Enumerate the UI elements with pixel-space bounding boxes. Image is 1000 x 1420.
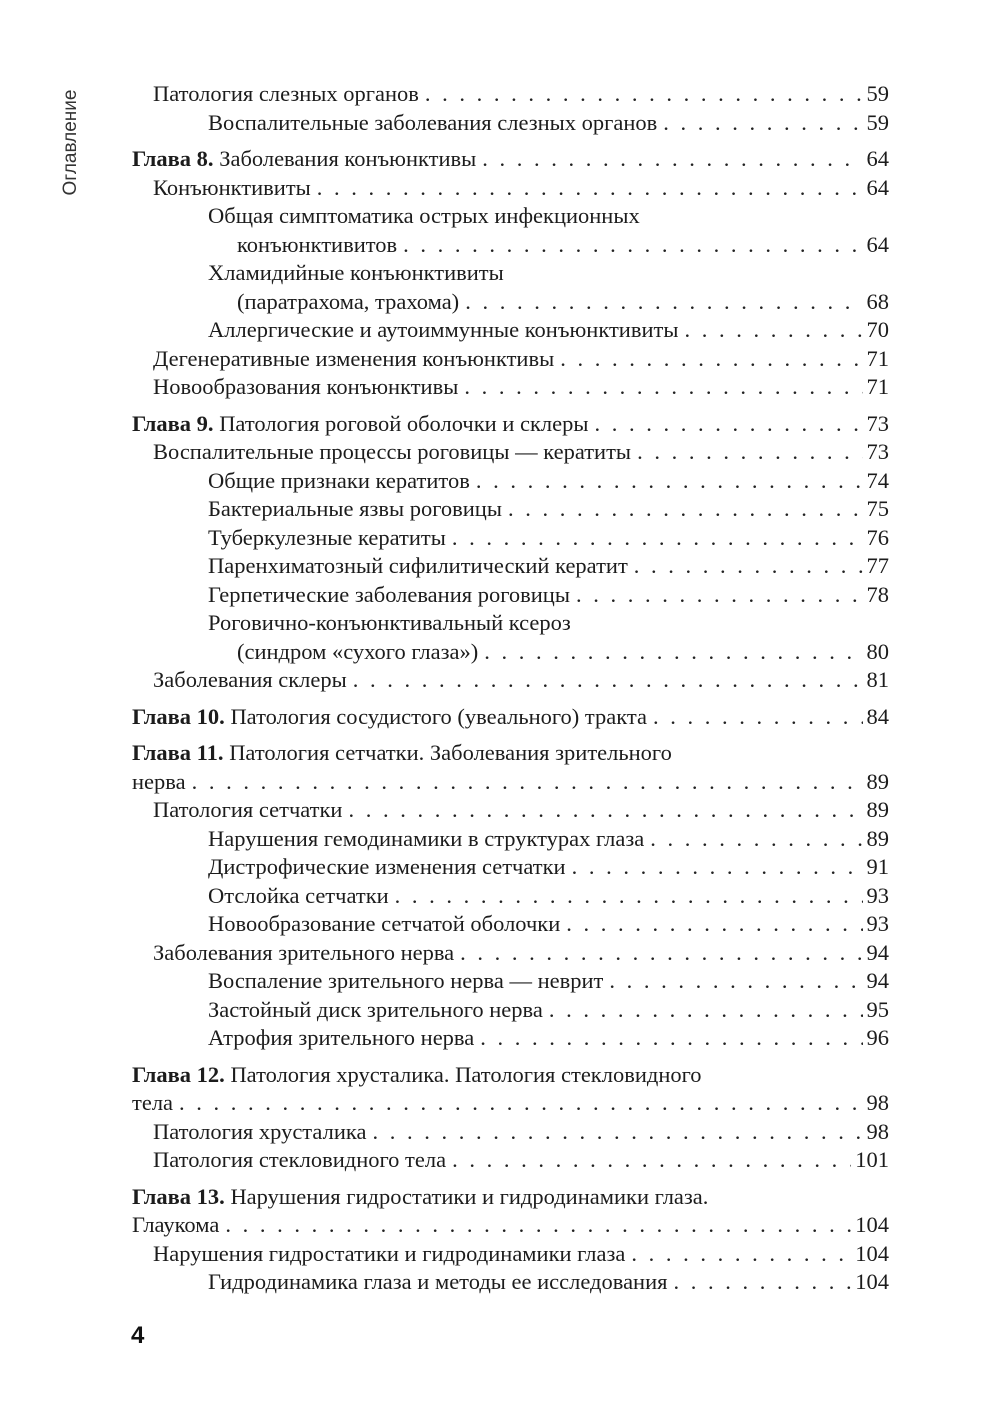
toc-entry-title: Аллергические и аутоиммунные конъюнктивиты bbox=[208, 317, 679, 342]
dot-leader bbox=[484, 638, 862, 667]
toc-entry-title: Воспалительные процессы роговицы — кератиты bbox=[153, 439, 632, 464]
toc-entry-page: 89 bbox=[866, 797, 889, 822]
toc-entry-continuation[interactable] bbox=[132, 638, 889, 667]
page-number: 4 bbox=[131, 1322, 145, 1349]
toc-entry-title: Дистрофические изменения сетчатки bbox=[208, 854, 566, 879]
toc-entry-title-continued: (синдром «сухого глаза») bbox=[237, 638, 479, 664]
toc-entry-title: Заболевания конъюнктивы bbox=[213, 146, 477, 171]
toc-entry-page: 104 bbox=[855, 1269, 889, 1294]
toc-entry-page: 84 bbox=[866, 703, 889, 729]
toc-entry-title: Заболевания зрительного нерва bbox=[153, 939, 455, 965]
toc-entry-continuation[interactable] bbox=[132, 231, 889, 260]
toc-entry[interactable] bbox=[132, 1024, 889, 1053]
toc-entry-page: 98 bbox=[866, 1090, 889, 1115]
toc-chapter-entry-first-line[interactable] bbox=[132, 739, 889, 768]
toc-entry-title-continued: Глаукома bbox=[132, 1212, 220, 1237]
toc-entry-title: Нарушения гидростатики и гидродинамики глаза. bbox=[224, 1183, 709, 1209]
dot-leader bbox=[684, 316, 862, 345]
dot-leader bbox=[549, 996, 863, 1025]
toc-entry-title: Новообразования конъюнктивы bbox=[153, 374, 459, 399]
toc-entry-page: 96 bbox=[866, 1025, 889, 1050]
toc-entry-page: 78 bbox=[866, 581, 889, 607]
toc-entry[interactable] bbox=[132, 174, 889, 203]
toc-entry-page: 71 bbox=[866, 345, 889, 371]
dot-leader bbox=[425, 80, 863, 109]
chapter-label: Глава 12. bbox=[132, 1061, 225, 1087]
toc-entry-page: 81 bbox=[866, 667, 889, 692]
toc-entry-title: Новообразование сетчатой оболочки bbox=[208, 911, 561, 936]
toc-entry-page: 94 bbox=[866, 939, 889, 965]
toc-entry-page: 70 bbox=[866, 317, 889, 342]
toc-entry-title: Патология хрусталика bbox=[153, 1118, 367, 1144]
toc-entry[interactable] bbox=[132, 345, 889, 374]
toc-entry-title: Герпетические заболевания роговицы bbox=[208, 581, 570, 607]
toc-entry-page: 77 bbox=[866, 553, 889, 578]
toc-entry-continuation[interactable] bbox=[132, 1089, 889, 1118]
dot-leader bbox=[566, 910, 862, 939]
toc-entry-page: 59 bbox=[866, 109, 889, 135]
toc-entry-title: Воспалительные заболевания слезных органов bbox=[208, 109, 658, 135]
dot-leader bbox=[464, 373, 862, 402]
toc-entry-title: Конъюнктивиты bbox=[153, 174, 311, 200]
dot-leader bbox=[609, 967, 862, 996]
dot-leader bbox=[192, 768, 863, 797]
chapter-label: Глава 13. bbox=[132, 1183, 225, 1209]
toc-entry-title: Общие признаки кератитов bbox=[208, 467, 470, 493]
toc-entry-title: Патология стекловидного тела bbox=[153, 1147, 447, 1172]
toc-entry-page: 75 bbox=[866, 496, 889, 521]
dot-leader bbox=[653, 703, 863, 732]
toc-entry-page: 73 bbox=[866, 439, 889, 464]
toc-entry[interactable] bbox=[132, 825, 889, 854]
toc-entry-title: Заболевания склеры bbox=[153, 667, 347, 692]
toc-entry-title: Бактериальные язвы роговицы bbox=[208, 496, 502, 521]
toc-entry[interactable] bbox=[132, 438, 889, 467]
toc-entry-page: 76 bbox=[866, 524, 889, 550]
dot-leader bbox=[637, 438, 862, 467]
toc-entry-page: 91 bbox=[866, 854, 889, 879]
dot-leader bbox=[663, 109, 862, 138]
dot-leader bbox=[348, 796, 862, 825]
toc-entry[interactable] bbox=[132, 373, 889, 402]
toc-entry[interactable] bbox=[132, 939, 889, 968]
toc-entry[interactable] bbox=[132, 882, 889, 911]
toc-entry-page: 98 bbox=[866, 1118, 889, 1144]
toc-entry-page: 64 bbox=[866, 174, 889, 200]
toc-entry-continuation[interactable] bbox=[132, 288, 889, 317]
dot-leader bbox=[650, 825, 862, 854]
dot-leader bbox=[480, 1024, 862, 1053]
toc-entry-page: 73 bbox=[866, 410, 889, 436]
dot-leader bbox=[403, 231, 862, 260]
toc-entry-title: Патология слезных органов bbox=[153, 81, 419, 106]
toc-entry-title-continued: тела bbox=[132, 1090, 174, 1115]
dot-leader bbox=[460, 939, 862, 968]
toc-entry-title: Общая симптоматика острых инфекционных bbox=[208, 203, 640, 228]
toc-entry[interactable] bbox=[132, 853, 889, 882]
dot-leader bbox=[631, 1240, 851, 1269]
chapter-label: Глава 8. bbox=[132, 146, 214, 171]
dot-leader bbox=[179, 1089, 862, 1118]
toc-entry[interactable] bbox=[132, 552, 889, 581]
toc-entry-page: 74 bbox=[866, 467, 889, 493]
toc-entry[interactable] bbox=[132, 316, 889, 345]
toc-entry-title: Паренхиматозный сифилитический кератит bbox=[208, 553, 628, 578]
toc-chapter-entry[interactable] bbox=[132, 703, 889, 732]
toc-entry-title: Дегенеративные изменения конъюнктивы bbox=[153, 345, 555, 371]
dot-leader bbox=[353, 666, 863, 695]
toc-entry-title: Туберкулезные кератиты bbox=[208, 524, 446, 550]
toc-entry-page: 80 bbox=[866, 638, 889, 664]
running-header-section-title: Оглавление bbox=[60, 89, 81, 196]
toc-entry-page: 89 bbox=[866, 768, 889, 794]
toc-entry-continuation[interactable] bbox=[132, 768, 889, 797]
dot-leader bbox=[395, 882, 863, 911]
toc-entry-page: 64 bbox=[866, 146, 889, 171]
toc-entry[interactable] bbox=[132, 581, 889, 610]
toc-entry-page: 94 bbox=[866, 968, 889, 993]
toc-entry[interactable] bbox=[132, 996, 889, 1025]
toc-entry-title: Патология сетчатки bbox=[153, 797, 343, 822]
dot-leader bbox=[225, 1211, 851, 1240]
toc-entry[interactable] bbox=[132, 910, 889, 939]
dot-leader bbox=[452, 1146, 851, 1175]
toc-entry-continuation[interactable] bbox=[132, 1211, 889, 1240]
toc-entry[interactable] bbox=[132, 1118, 889, 1147]
toc-entry[interactable] bbox=[132, 1146, 889, 1175]
dot-leader bbox=[634, 552, 863, 581]
toc-entry-page: 93 bbox=[866, 882, 889, 908]
toc-entry-title-continued: конъюнктивитов bbox=[237, 231, 398, 257]
toc-entry-title: Отслойка сетчатки bbox=[208, 882, 389, 908]
toc-chapter-entry-first-line[interactable] bbox=[132, 1061, 889, 1090]
toc-entry[interactable] bbox=[132, 524, 889, 553]
table-of-contents bbox=[132, 80, 889, 1297]
toc-entry-title: Застойный диск зрительного нерва bbox=[208, 996, 543, 1022]
toc-entry-title: Гидродинамика глаза и методы ее исследования bbox=[208, 1269, 668, 1294]
dot-leader bbox=[452, 524, 863, 553]
dot-leader bbox=[572, 853, 863, 882]
toc-entry[interactable] bbox=[132, 1240, 889, 1269]
dot-leader bbox=[594, 410, 862, 439]
toc-entry-title: Роговично-конъюнктивальный ксероз bbox=[208, 610, 571, 635]
toc-entry-title: Нарушения гемодинамики в структурах глаза bbox=[208, 825, 645, 851]
toc-entry-title: Патология роговой оболочки и склеры bbox=[213, 410, 589, 436]
toc-chapter-entry[interactable] bbox=[132, 410, 889, 439]
toc-entry-page: 64 bbox=[866, 231, 889, 257]
toc-entry[interactable] bbox=[132, 109, 889, 138]
toc-entry[interactable] bbox=[132, 796, 889, 825]
toc-entry-title: Патология сетчатки. Заболевания зрительного bbox=[223, 740, 672, 765]
toc-entry-title: Патология сосудистого (увеального) тракта bbox=[224, 703, 647, 729]
dot-leader bbox=[576, 581, 863, 610]
dot-leader bbox=[317, 174, 863, 203]
toc-chapter-entry-first-line[interactable] bbox=[132, 1183, 889, 1212]
toc-entry[interactable] bbox=[132, 80, 889, 109]
toc-entry-title-continued: (паратрахома, трахома) bbox=[237, 288, 460, 314]
toc-entry-first-line[interactable] bbox=[132, 609, 889, 638]
toc-entry-page: 71 bbox=[866, 374, 889, 399]
toc-entry-page: 68 bbox=[866, 288, 889, 314]
toc-entry-title: Воспаление зрительного нерва — неврит bbox=[208, 968, 604, 993]
dot-leader bbox=[673, 1268, 851, 1297]
dot-leader bbox=[508, 495, 863, 524]
chapter-label: Глава 11. bbox=[132, 740, 224, 765]
toc-entry-title: Патология хрусталика. Патология стекловидного bbox=[224, 1061, 702, 1087]
chapter-label: Глава 10. bbox=[132, 703, 225, 729]
toc-entry-page: 104 bbox=[855, 1212, 889, 1237]
toc-entry-first-line[interactable] bbox=[132, 259, 889, 288]
dot-leader bbox=[465, 288, 862, 317]
chapter-label: Глава 9. bbox=[132, 410, 214, 436]
toc-entry-page: 95 bbox=[866, 996, 889, 1022]
toc-entry-page: 104 bbox=[855, 1240, 889, 1266]
toc-entry[interactable] bbox=[132, 467, 889, 496]
toc-entry-title: Хламидийные конъюнктивиты bbox=[208, 260, 504, 285]
dot-leader bbox=[560, 345, 862, 374]
toc-entry[interactable] bbox=[132, 495, 889, 524]
dot-leader bbox=[482, 145, 862, 174]
toc-chapter-entry[interactable] bbox=[132, 145, 889, 174]
toc-entry[interactable] bbox=[132, 1268, 889, 1297]
toc-entry-title-continued: нерва bbox=[132, 768, 186, 794]
toc-entry-title: Атрофия зрительного нерва bbox=[208, 1025, 475, 1050]
toc-entry[interactable] bbox=[132, 967, 889, 996]
toc-entry-page: 93 bbox=[866, 911, 889, 936]
toc-entry-page: 59 bbox=[866, 81, 889, 106]
toc-entry-title: Нарушения гидростатики и гидродинамики глаза bbox=[153, 1240, 626, 1266]
dot-leader bbox=[372, 1118, 862, 1147]
toc-entry[interactable] bbox=[132, 666, 889, 695]
toc-entry-first-line[interactable] bbox=[132, 202, 889, 231]
dot-leader bbox=[476, 467, 863, 496]
toc-entry-page: 101 bbox=[855, 1147, 889, 1172]
toc-entry-page: 89 bbox=[866, 825, 889, 851]
